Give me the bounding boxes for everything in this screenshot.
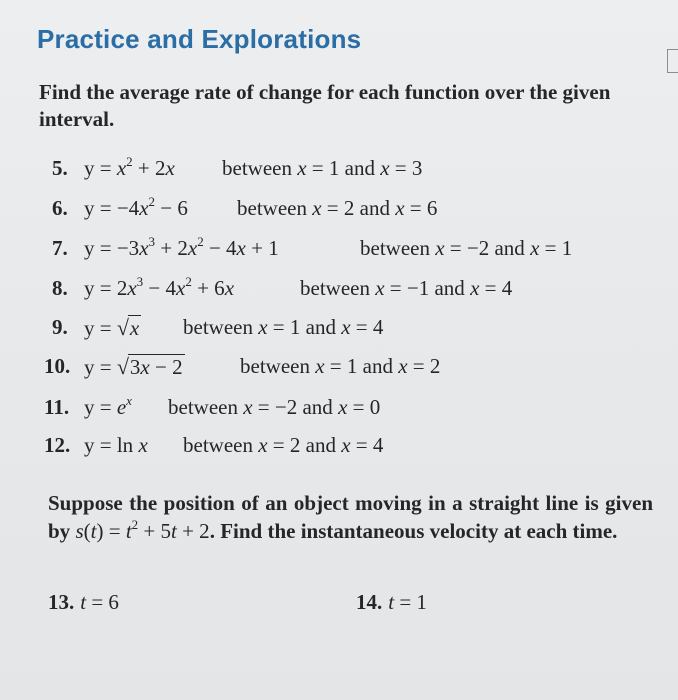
problem-7 [0, 236, 660, 266]
problem-number: 9. [52, 315, 68, 339]
problem-number: 12. [44, 433, 71, 457]
problem-function: y = ln x [84, 433, 148, 457]
problem-number: 14. [356, 590, 383, 614]
problem-number: 8. [52, 276, 68, 300]
position-function: $s(t) = t^2 + 5t + 2$ [75, 517, 210, 543]
velocity-prompt-part2: . Find the instantaneous velocity at each time. [209, 519, 618, 543]
problem-interval: between x = −1 and x = 4 [300, 276, 513, 300]
problem-6 [0, 196, 660, 226]
problem-function: y = √x [84, 315, 140, 340]
problem-interval: between x = −2 and x = 1 [360, 236, 573, 260]
problem-9 [0, 315, 660, 345]
page-edge-marker [667, 49, 678, 73]
problem-12 [0, 433, 660, 463]
problem-8 [0, 276, 660, 306]
problem-function: $y = 2x^3 - 4x^2 + 6x$ [84, 274, 235, 300]
velocity-instructions [48, 489, 653, 545]
problem-number: 10. [44, 354, 71, 378]
problem-interval: between x = 1 and x = 4 [183, 315, 384, 339]
instructions: Find the average rate of change for each function over the given interval. [39, 80, 611, 131]
problem-interval: between x = −2 and x = 0 [168, 395, 381, 419]
problem-number: 11. [44, 395, 70, 419]
velocity-prompt-part1: Suppose the position of an object moving in a straight line is given by [48, 491, 653, 543]
problem-interval: between x = 1 and x = 3 [222, 156, 423, 180]
problem-number: 7. [52, 236, 68, 260]
problem-11 [0, 395, 660, 425]
problem-time: t = 6 [80, 590, 119, 614]
problem-number: 6. [52, 196, 68, 220]
problem-function: $y = -3x^3 + 2x^2 - 4x + 1$ [84, 234, 279, 260]
problem-function: $y = -4x^2 - 6$ [84, 194, 188, 220]
problem-number: 13. [48, 590, 75, 614]
problem-14 [356, 590, 427, 615]
problem-10 [0, 354, 660, 384]
problem-time: t = 1 [388, 590, 427, 614]
problem-interval: between x = 1 and x = 2 [240, 354, 441, 378]
problem-function: $y = e^x$ [84, 393, 132, 419]
problem-function: y = √3x − 2 [84, 354, 183, 379]
problem-13 [48, 590, 119, 615]
problem-5 [0, 156, 660, 186]
problem-interval: between x = 2 and x = 4 [183, 433, 384, 457]
problem-function: $y = x^2 + 2x$ [84, 154, 175, 180]
problem-number: 5. [52, 156, 68, 180]
problem-interval: between x = 2 and x = 6 [237, 196, 438, 220]
section-heading: Practice and Explorations [37, 24, 362, 54]
